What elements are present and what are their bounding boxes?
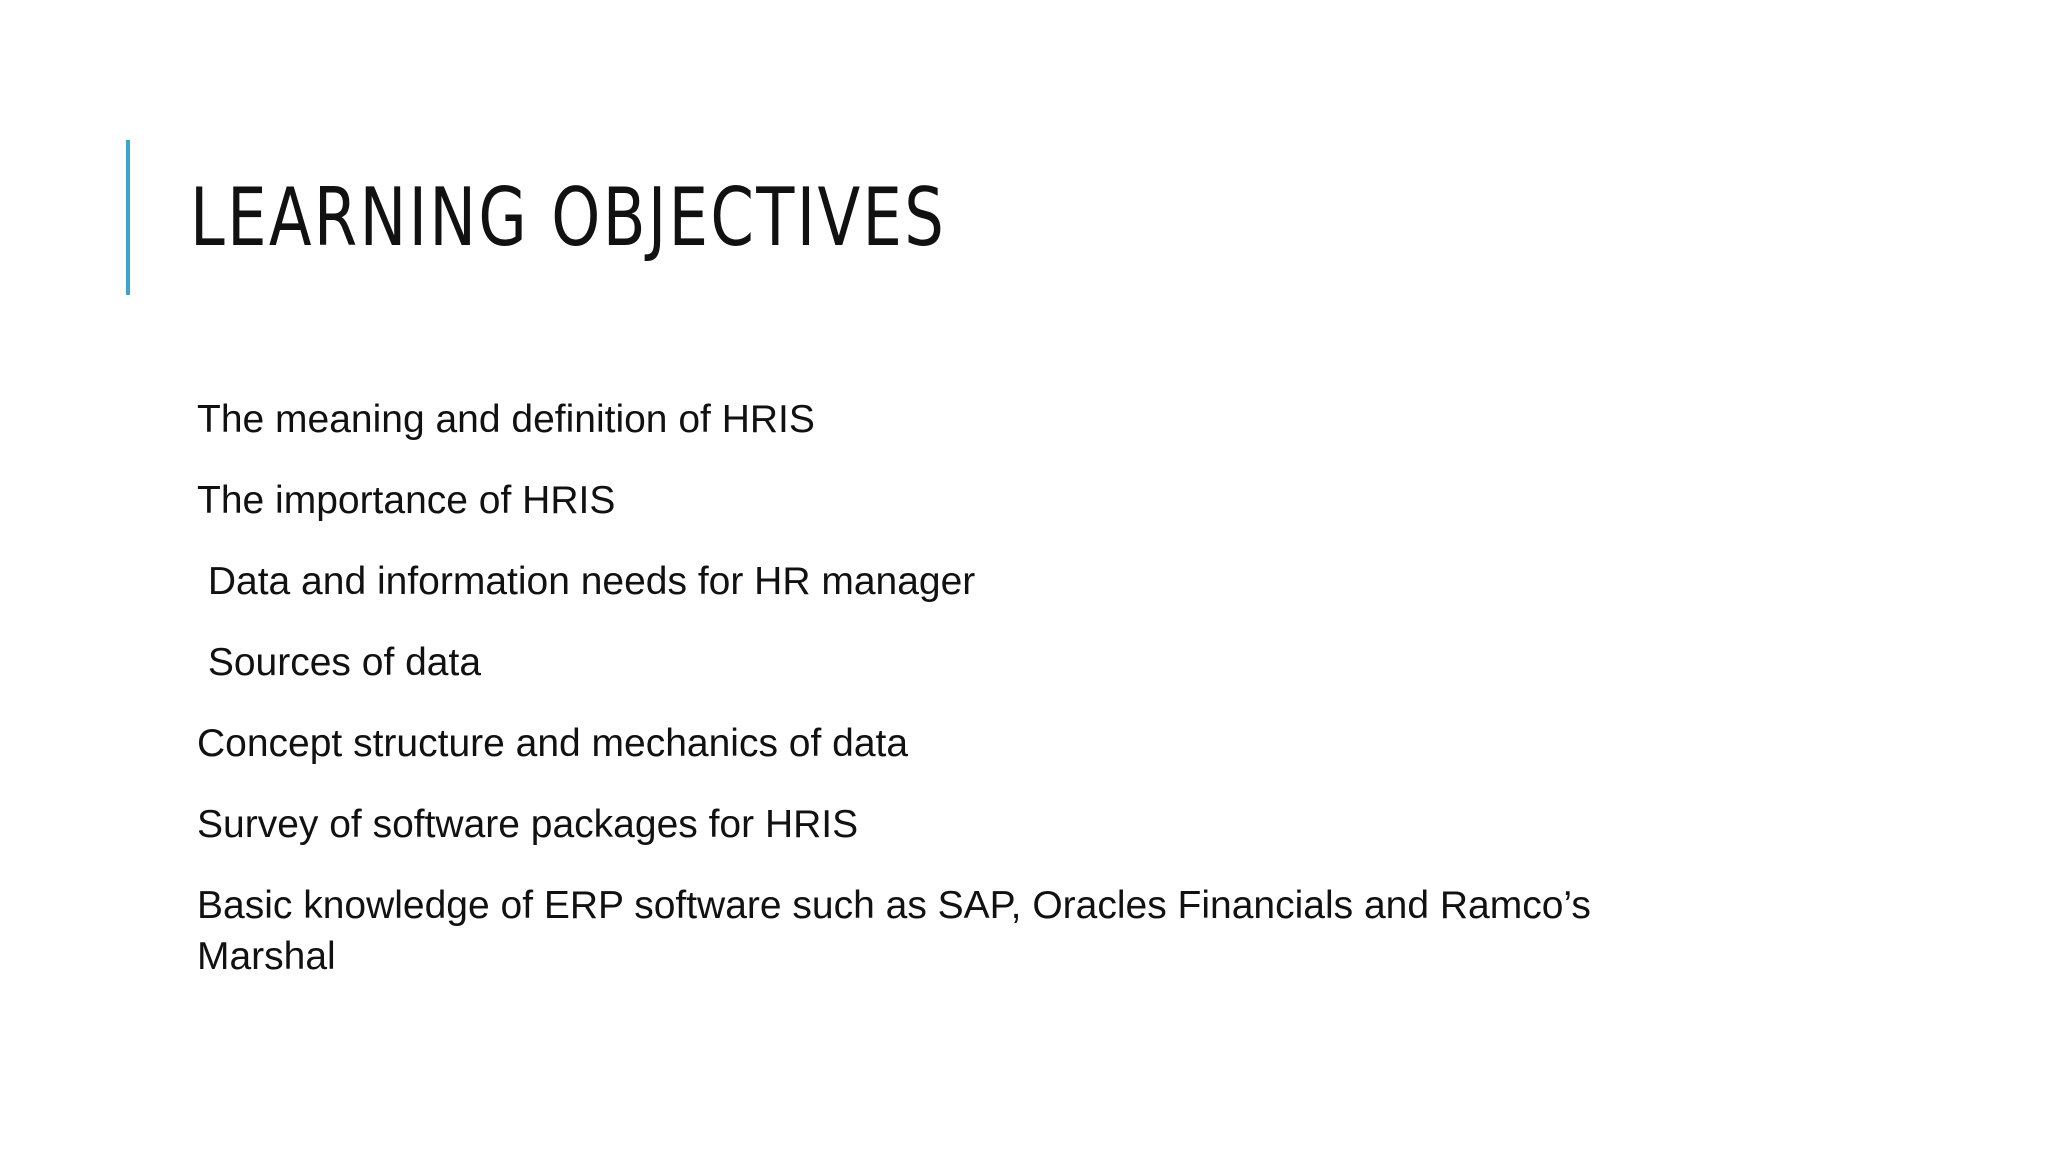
objective-item: Data and information needs for HR manager	[197, 560, 976, 603]
slide-title: LEARNING OBJECTIVES	[190, 171, 947, 264]
objective-item: The importance of HRIS	[197, 479, 616, 522]
title-accent-bar	[126, 140, 130, 295]
objective-item: Basic knowledge of ERP software such as SAP, Oracles Financials and Ramco’s Marshal	[197, 884, 1602, 978]
objective-item: Sources of data	[197, 641, 482, 684]
objective-item: The meaning and definition of HRIS	[197, 398, 815, 441]
objectives-list	[197, 394, 1737, 1012]
objective-item: Concept structure and mechanics of data	[197, 722, 909, 765]
objective-item: Survey of software packages for HRIS	[197, 803, 859, 846]
